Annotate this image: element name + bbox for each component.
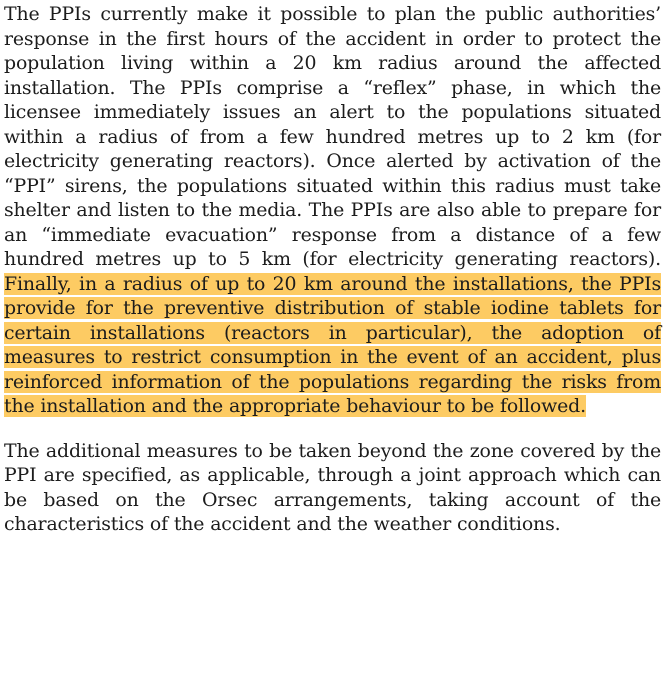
document-body	[4, 2, 661, 537]
paragraph-additional-measures: The additional measures to be taken beyond the zone covered by the PPI are specified, as applicable, through a joint approach which can be based on the Orsec arrangements, taking account of the characteristics of the accident and the weather conditions.	[4, 439, 661, 535]
paragraph-ppi-phases-text: The PPIs currently make it possible to plan the public authorities’ response in the first hours of the accident in order to protect the population living within a 20 km radius around the affected installation. The PPIs comprise a “reflex” phase, in which the licensee immediately issues an alert to the populations situated within a radius of from a few hundred metres up to 2 km (for electricity generating reactors). Once alerted by activation of the “PPI” sirens, the populations situated within this radius must take shelter and listen to the media. The PPIs are also able to prepare for an “immediate evacuation” response from a distance of a few hundred metres up to 5 km (for electricity generating reactors).	[4, 3, 661, 270]
paragraph-ppi-phases	[4, 2, 661, 419]
highlighted-passage: Finally, in a radius of up to 20 km around the installations, the PPIs provide for the preventive distribution of stable iodine tablets for certain installations (reactors in particular), the adoption of measures to restrict consumption in the event of an accident, plus reinforced information of the populations regarding the risks from the installation and the appropriate behaviour to be followed.	[4, 272, 661, 417]
